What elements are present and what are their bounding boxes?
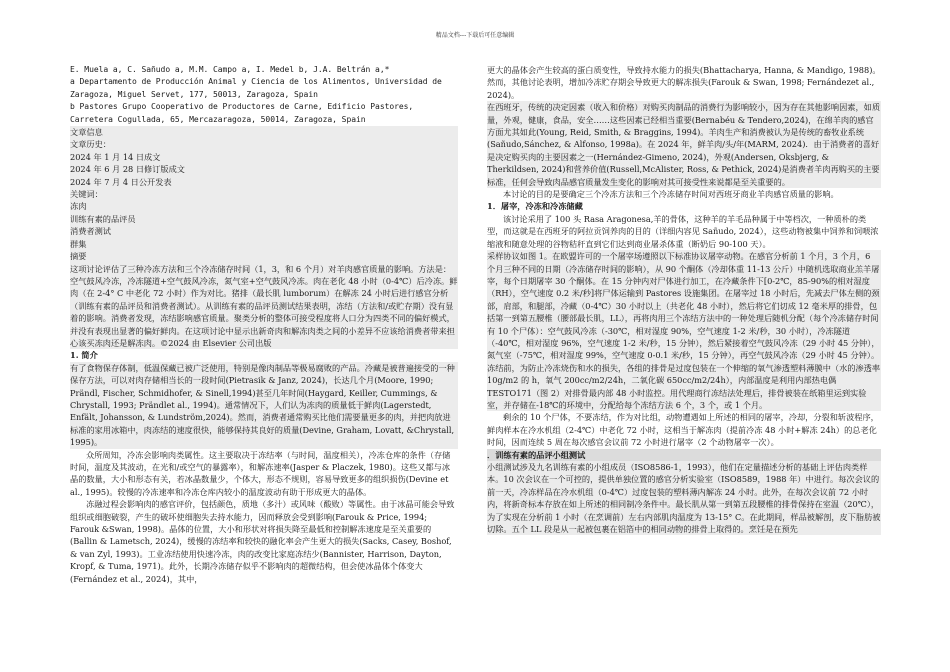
keyword: 冻肉 — [70, 201, 87, 212]
body-paragraph: 小组测试涉及九名训练有素的小组成员（ISO8586-1，1993），他们在定量描述分析的基础上评估肉类样本。10 次会议在一个可控的，提供单独位置的感官分析实验室（ISO8589，1988 年）中进行。每次会议的前一天，冷冻样品在冷水机组（0-4℃）过度包装的塑料薄内解冻 24 小时。此外，在每次会议前 72 小时内，将新奇标本存放在如上所述的相同制冷条件中。最长肌从第一到第五段腰椎的排骨保持在室温（20℃），为了实现在分析前 1 小时（在烹调前）左右内部肌肉温度为 13-15° C。在此期间，样品被解剖，皮下脂肪被切除。五个 LL 段是从一起被包裹在铝箔中的相同动物的排骨上取得的。烹饪是在预先 — [487, 462, 881, 535]
keyword: 消费者测试 — [70, 226, 111, 237]
affiliation-line: a Departamento de Producción Animal y Ciencia de los Alimentos, Universidad de — [70, 77, 442, 87]
affiliation-line: b Pastores Grupo Cooperativo de Productores de Carne, Edificio Pastores, — [70, 102, 414, 112]
keyword: 群集 — [70, 238, 87, 249]
abstract-text: 这项讨论评估了三种冷冻方法和三个冷冻储存时间（1，3，和 6 个月）对羊肉感官质量的影响。方法是：空气鼓风冷冻，冷冻隧道+空气鼓风冷冻，氮气室+空气鼓风冷冻。肉在老化 48 小时（0-4℃）后冷冻。鲜肉（在 2-4° C 中老化 72 小时）作为对比。猪排（最长肌 lumborum）在解冻 24 小时后进行感官分析（训练有素的品评员和消费者测试）。从训练有素的品评员测试结果表明，冻结（方法和/或贮存期）没有显着的影响。消费者发现，冻结影响感官质量。聚类分析的整体可接受程度将人口分为四类不同的偏好模式，并没有表现出显著的偏好鲜肉。在这项讨论中显示出新奇肉和解冻肉类之间的小差异不应该给消费者带来担心该买冻肉还是解冻肉。©2024 由 Elsevier 公司出版 — [70, 263, 458, 348]
affiliation-line: Zaragoza, Miguel Servet, 177, 50013, Zaragoza, Spain — [70, 89, 318, 99]
page-header: 精品文档---下载后可任意编辑 — [435, 32, 515, 39]
article-info — [70, 126, 458, 262]
body-paragraph: 在西班牙，传统的决定因素（收入和价格）对购买肉制品的消费行为影响较小，因为存在其他影响因素，如质量，外观，健康，食品，安全……这些因素已经相当重要(Bernabéu & Tendero,2024)，在绵羊肉的感官方面尤其如此(Young, Reid, Smith, & Braggins, 1994)。羊肉生产和消费被认为是传统的畜牧业系统(Sañudo,Sánchez, & Alfonso, 1998a)。在 2024 年，鲜羊肉/头/年(MARM, 2024)．由于消费者的喜好是决定购买肉的主要因素之一(Hernández-Gimeno, 2024)，外观(Andersen, Oksbjerg, & Therkildsen, 2024)和营养价值(Russell,McAlister, Ross, & Pethick, 2024)是消费者羊肉再购买的主要标准，任何会导致肉品感官质量发生变化的影响对其可接受性来说都是至关重要的。 — [487, 102, 881, 187]
info-line: 2024 年 7 月 4 日公开发表 — [70, 176, 172, 187]
body-paragraph: 本讨论的目的是要确定三个冷冻方法和三个冷冻储存时间对西班牙商业羊肉感官质量的影响。 — [503, 189, 839, 200]
body-paragraph: 采样协议如图 1。在欧盟许可的一个屠宰场遵照以下标准协议屠宰动物。在感官分析前 1 个月，3 个月，6 个月三种不同的日期（冷冻储存时间的影响），从 90 个酮体（冷却体重 11-13 公斤）中随机选取商业羔羊屠宰，每个日期屠宰 30 个酮体。在 15 分钟内对尸体进行加工，在冷藏条件下[0-2℃，85-90%的相对湿度（RH），空气速度 0.2 米/秒]将尸体运输到 Pastores 设施集团。在屠宰过 18 小时后，先减去尸体左侧的颈部，肩部，和腿部，冷藏（0-4℃）30 小时以上（共老化 48 小时），然后将它们切成 12 毫米厚的排骨，包括第一到第五腰椎（腰部最长肌，LL），再将肉用三个冻结方法中的一种处理后随机分配（每个冷冻储存时间有 10 个尸体）：空气鼓风冷冻（-30℃，相对湿度 90%，空气速度 1-2 米/秒，30 小时），冷冻隧道（-40℃，相对湿度 96%，空气速度 1-2 米/秒，15 分钟），然后紧接着空气鼓风冷冻（29 小时 45 分钟），氮气室（-75℃，相对湿度 99%，空气速度 0-0.1 米/秒，15 分钟），再空气鼓风冷冻（29 小时 45 分钟）。冻结前，为防止冷冻烧伤和水的损失，各组的排骨是过度包装在一个伸缩的氧气渗透塑料薄膜中（水的渗透率 10g/m2 的 h，氧气 200cc/m2/24h，二氧化碳 650cc/m2/24h），内部温度是利用内部热电偶 TESTO171（图 2）对排骨最内部 48 小时监控。用代理商行冻结法处理后，排骨被装在纸箱里运到实验室，并存储在-18℃的环境中，分配给每个冻结方法 6 个，3 个，或 1 个月。 — [487, 251, 881, 410]
body-paragraph: 众所周知，冷冻会影响肉类属性。这主要取决于冻结率（与时间，温度相关），冷冻仓库的条件（存储时间，温度及其波动，在光和/或空气的暴露率），和解冻速率(Jasper & Placzek, 1980)。这些又都与冰晶的数量，大小和形态有关，若冰晶数量少，个体大，形态不规则，容易导致更多的组织损伤(Devine et al., 1995)。较慢的冷冻速率和冷冻仓库内较小的温度波动有助于形成更大的晶体。 — [70, 449, 451, 497]
info-line: 文章历史： — [70, 139, 111, 150]
abstract-heading: 摘要 — [70, 251, 87, 262]
author-affiliations — [70, 64, 458, 126]
body-paragraph: 冻融过程会影响肉的感官评价，包括颜色，质地（多汁）或风味（酸败）等属性。由于冰晶可能会导致组织或细胞破裂，产生的破坏使细胞失去持水能力，因而释放会受到影响(Farouk & Price, 1994; Farouk &Swan, 1998)。晶体的位置，大小和形状对将损失降至最低和控制解冻速度是至关重要的(Ballin & Lametsch, 2024)，缓慢的冻结率和较快的融化率会产生更大的损失(Sacks, Casey, Boshof, & van Zyl, 1993)。工业冻结使用快速冷冻，肉的改变比家庭冻结少(Bannister, Harrison, Dayton, Kropf, & Tuma, 1971)。此外，长期冷冻储存似乎不影响肉的超微结构，但会使冰晶体个体变大(Fernández et al., 2024)，其中， — [70, 499, 455, 584]
section-heading: 1．屠宰，冷冻和冷冻储藏 — [487, 201, 583, 212]
info-line: 2024 年 6 月 28 日修订版成文 — [70, 164, 185, 175]
info-line: 2024 年 1 月 14 日成文 — [70, 151, 161, 162]
right-column — [487, 64, 881, 535]
section-heading: 1. 简介 — [70, 350, 98, 361]
info-line: 关键词： — [70, 189, 103, 200]
section-heading: ．训练有素的品评小组测试 — [487, 449, 881, 461]
body-paragraph: 剩余的 10 个尸体，不要冻结，作为对比组，动物遭遇如上所述的相同的屠宰，冷却，分裂和斩波程序，鲜肉样本在冷水机组（2-4℃）中老化 72 小时，这相当于解冻肉（提前冷冻 48 小时+解冻 24h）的总老化时间，因而连续 5 周在每次感官会议前 72 小时进行屠宰（2 个动物屠宰一次）。 — [487, 412, 879, 448]
keyword: 训练有素的品评员 — [70, 213, 136, 224]
body-paragraph: 更大的晶体会产生较高的蛋白质变性，导致持水能力的损失(Bhattacharya, Hanna, & Mandigo, 1988)。然而，其他讨论表明，增加冷冻贮存期会导致更大的解冻损失(Farouk & Swan, 1998; Fernándezet al., 2024)。 — [487, 65, 881, 100]
authors: E. Muela a, C. Sañudo a, M.M. Campo a, I. Medel b, J.A. Beltrán a,* — [70, 65, 390, 74]
body-paragraph: 有了食物保存体制，低温保藏已被广泛使用，特别是像肉制品等极易腐败的产品。冷藏是被普遍接受的一种保存方法，可以对肉存储相当长的一段时间(Pietrasik & Janz, 2024)，长达几个月(Moore, 1990; Prändl, Fischer, Schmidhofer, & Sinell,1994)甚至几年时间(Haygard, Keiller, Cummings, & Chrystall, 1993; Prändlet al., 1994)。通常情况下，人们认为冻肉的质量低于鲜肉(Lagerstedt, Enfält, Johansson, & Lundström,2024)。然而，消费者通常购买比他们需要量更多的肉，并把肉放进标准的家用冰箱中，肉冻结的速度很快，能够保持其良好的质量(Devine, Graham, Lovatt, &Chrystall, 1995)。 — [70, 362, 458, 449]
body-paragraph: 该讨论采用了 100 头 Rasa Aragonesa,羊的骨体，这种羊的羊毛品种属于中等档次，一种质朴的类型，而这就是在西班牙的阿拉贡饲养肉的目的（详细内容见 Sañudo, 2024），这些动物被集中饲养和饲喂浓缩液和随意处理的谷物秸秆直到它们达到商业屠杀体重（断奶后 90-100 天）。 — [487, 213, 879, 249]
info-line: 文章信息 — [70, 127, 103, 138]
affiliation-line: Carretera Cogullada, 65, Mercazaragoza, 50014, Zaragoza, Spain — [70, 114, 366, 124]
left-column — [70, 64, 458, 585]
